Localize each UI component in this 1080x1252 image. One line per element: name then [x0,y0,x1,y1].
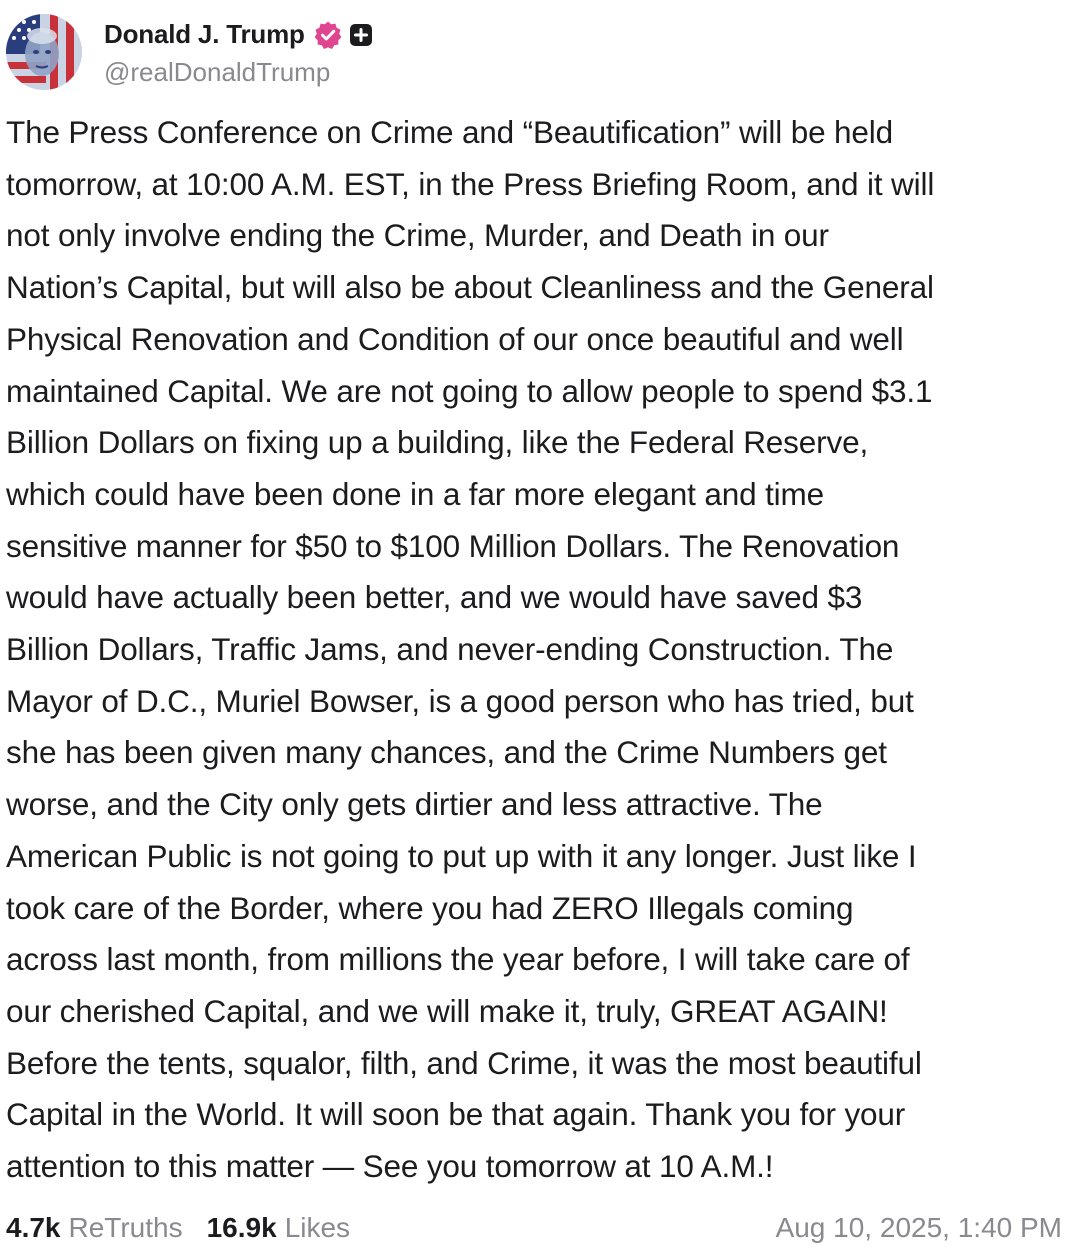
likes-count: 16.9k [206,1212,277,1243]
post-body-line: attention to this matter — See you tomorrow at 10 A.M.! [6,1148,774,1185]
retruths-label: ReTruths [68,1212,183,1243]
post-footer [6,1206,1062,1250]
flag-portrait-avatar-icon [6,14,82,90]
post-body-line: Billion Dollars on fixing up a building, like the Federal Reserve, [6,424,869,461]
post-body-line: Physical Renovation and Condition of our once beautiful and well [6,320,904,357]
post-body-line: worse, and the City only gets dirtier and less attractive. The [6,786,823,823]
retruths-stat[interactable] [6,1212,183,1244]
plus-square-icon[interactable] [349,23,373,47]
name-row [104,17,373,53]
post-body-line: sensitive manner for $50 to $100 Million Dollars. The Renovation [6,527,900,564]
post-body-line: our cherished Capital, and we will make it, truly, GREAT AGAIN! [6,992,888,1029]
likes-stat[interactable] [207,1212,350,1244]
post-body-line: would have actually been better, and we would have saved $3 [6,579,863,616]
post-body-line: across last month, from millions the year before, I will take care of [6,941,910,978]
post-body-line: Capital in the World. It will soon be that again. Thank you for your [6,1096,906,1133]
post-body-line: took care of the Border, where you had ZERO Illegals coming [6,889,854,926]
post-body-line: Billion Dollars, Traffic Jams, and never-ending Construction. The [6,631,894,668]
post-timestamp[interactable]: Aug 10, 2025, 1:40 PM [775,1212,1062,1243]
verified-badge-icon [313,20,343,50]
display-name[interactable]: Donald J. Trump [104,19,305,49]
author-handle[interactable]: @realDonaldTrump [104,56,331,87]
post-body-line: tomorrow, at 10:00 A.M. EST, in the Press Briefing Room, and it will [6,165,935,202]
post-body-line: maintained Capital. We are not going to allow people to spend $3.1 [6,372,933,409]
retruths-count: 4.7k [6,1212,61,1243]
post-body-line: not only involve ending the Crime, Murder, and Death in our [6,217,829,254]
post-body-line: which could have been done in a far more elegant and time [6,475,824,512]
author-identity [104,17,373,88]
post-body-line: The Press Conference on Crime and “Beautification” will be held [6,114,893,150]
post-body-line: she has been given many chances, and the Crime Numbers get [6,734,887,771]
post-body-line: Nation’s Capital, but will also be about Cleanliness and the General [6,269,934,306]
post-body-line: Mayor of D.C., Muriel Bowser, is a good person who has tried, but [6,682,914,719]
post-body [6,107,1066,1193]
avatar[interactable] [6,14,82,90]
post-body-line: American Public is not going to put up with it any longer. Just like I [6,837,917,874]
likes-label: Likes [284,1212,351,1243]
post-header [6,12,373,92]
post-body-line: Before the tents, squalor, filth, and Crime, it was the most beautiful [6,1044,922,1081]
